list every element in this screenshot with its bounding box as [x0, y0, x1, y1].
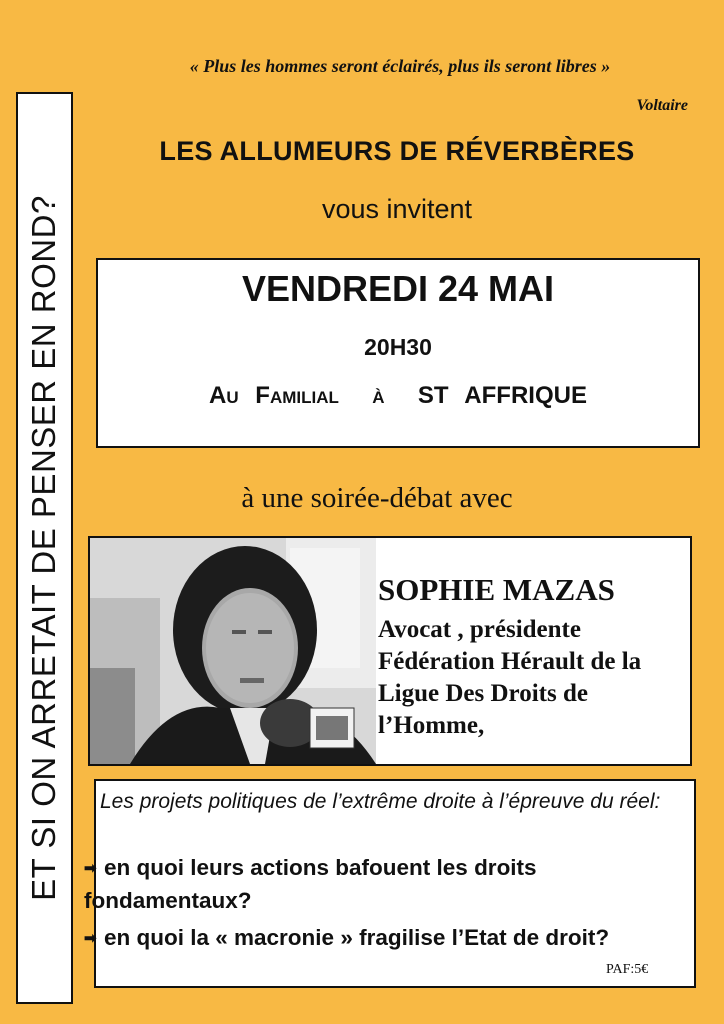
entry-fee: PAF:5€ — [606, 962, 649, 977]
topic-item — [84, 922, 696, 955]
topic-item-text: en quoi leurs actions bafouent les droits fondamentaux? — [84, 855, 537, 913]
speaker-photo — [90, 538, 376, 764]
event-time: 20H30 — [364, 334, 432, 360]
event-date: VENDREDI 24 MAI — [241, 268, 555, 309]
quote-text: « Plus les hommes seront éclairés, plus ils seront libres » — [189, 56, 611, 76]
speaker-photo-illustration — [90, 538, 376, 764]
speaker-description: Avocat , présidente Fédération Hérault de la Ligue Des Droits de l’Homme, — [378, 616, 642, 739]
invite-text: vous invitent — [321, 194, 473, 224]
quote-author: Voltaire — [636, 97, 688, 114]
arrow-right-icon: ➡ — [84, 860, 97, 877]
topics-intro: Les projets politiques de l’extrême droite à l’épreuve du réel: — [100, 790, 661, 813]
topic-item — [84, 852, 696, 917]
event-place: Au Familial à ST AFFRIQUE — [209, 382, 587, 409]
debate-intro: à une soirée-débat avec — [241, 482, 513, 514]
arrow-right-icon: ➡ — [84, 930, 97, 947]
topic-item-text: en quoi la « macronie » fragilise l’Etat de droit? — [104, 925, 610, 950]
side-banner-text: ET SI ON ARRETAIT DE PENSER EN ROND? — [25, 195, 62, 901]
organizer-name: LES ALLUMEURS DE RÉVERBÈRES — [159, 136, 635, 166]
speaker-name: SOPHIE MAZAS — [378, 572, 615, 607]
